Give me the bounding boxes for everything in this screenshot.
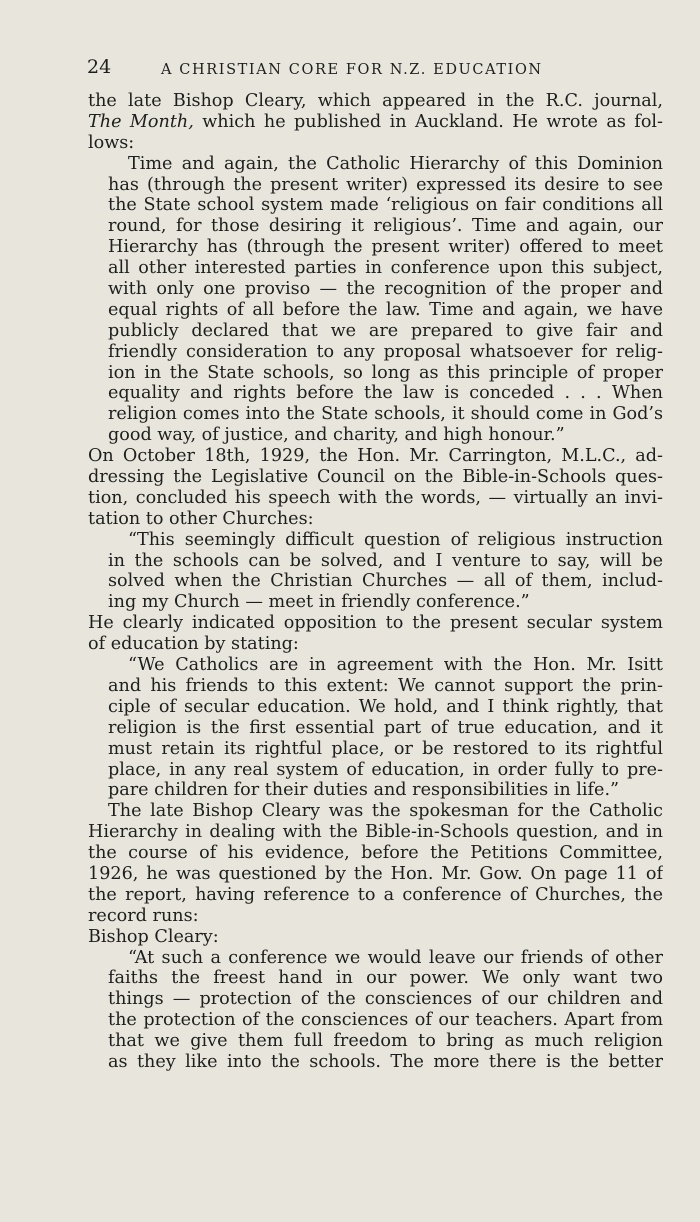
- text-line: [88, 112, 663, 133]
- text-line: He clearly indicated opposition to the present secular system: [88, 613, 663, 634]
- quotation-carrington: [88, 530, 663, 614]
- quote-line: equality and rights before the law is conceded . . . When: [108, 383, 663, 404]
- page-body: [88, 91, 663, 1073]
- quote-line: the State school system made ‘religious on fair conditions all: [108, 195, 663, 216]
- journal-title: The Month,: [88, 111, 194, 132]
- text-line: the late Bishop Cleary, which appeared in the R.C. journal,: [88, 91, 663, 111]
- speaker-label: Bishop Cleary:: [88, 926, 219, 947]
- quote-line: “We Catholics are in agreement with the Hon. Mr. Isitt: [128, 655, 663, 676]
- quote-line: ing my Church — meet in friendly conference.”: [108, 592, 530, 613]
- page-header: [87, 55, 662, 81]
- quotation-catholics-agreement: [88, 655, 663, 801]
- quote-line: as they like into the schools. The more there is the better: [108, 1051, 663, 1072]
- paragraph-secular-opposition: [88, 613, 663, 655]
- quote-line: and his friends to this extent: We cannot support the prin-: [108, 675, 663, 696]
- text-line: of education by stating:: [88, 634, 299, 655]
- quote-line: pare children for their duties and responsibilities in life.”: [108, 780, 620, 801]
- quote-line: ion in the State schools, so long as this principle of proper: [108, 362, 663, 383]
- text-line: The late Bishop Cleary was the spokesman for the Catholic: [108, 801, 663, 822]
- quote-line: that we give them full freedom to bring as much religion: [108, 1031, 663, 1052]
- quote-line: faiths the freest hand in our power. We only want two: [108, 968, 663, 989]
- quote-line: “This seemingly difficult question of religious instruction: [128, 529, 663, 550]
- quote-line: all other interested parties in conference upon this subject,: [108, 258, 663, 279]
- quote-line: must retain its rightful place, or be restored to its rightful: [108, 738, 663, 759]
- quotation-conference: [88, 948, 663, 1073]
- quote-line: Time and again, the Catholic Hierarchy of this Dominion: [128, 153, 663, 174]
- text-line: tion, concluded his speech with the words, — virtually an invi-: [88, 487, 663, 508]
- quote-line: in the schools can be solved, and I venture to say, will be: [108, 550, 663, 571]
- text-line: the report, having reference to a conference of Churches, the: [88, 884, 663, 905]
- quote-line: solved when the Christian Churches — all of them, includ-: [108, 571, 663, 592]
- paragraph-petitions-committee: [88, 801, 663, 926]
- quote-line: “At such a conference we would leave our friends of other: [128, 947, 663, 968]
- text-line: lows:: [88, 132, 135, 153]
- quote-line: good way, of justice, and charity, and high honour.”: [108, 425, 565, 446]
- quote-line: the protection of the consciences of our teachers. Apart from: [108, 1010, 663, 1031]
- text-line: tation to other Churches:: [88, 508, 314, 529]
- quote-line: things — protection of the consciences of our children and: [108, 989, 663, 1010]
- quote-line: religion comes into the State schools, it should come in God’s: [108, 404, 663, 425]
- quote-line: round, for those desiring it religious’. Time and again, our: [108, 216, 663, 237]
- quote-line: publicly declared that we are prepared to give fair and: [108, 320, 663, 341]
- quote-line: friendly consideration to any proposal whatsoever for relig-: [108, 341, 663, 362]
- quote-line: equal rights of all before the law. Time and again, we have: [108, 299, 663, 320]
- quote-line: has (through the present writer) expressed its desire to see: [108, 174, 663, 195]
- text-line-continuation: which he published in Auckland. He wrote as fol-: [193, 111, 663, 132]
- quote-line: religion is the first essential part of true education, and it: [108, 717, 663, 738]
- text-line: record runs:: [88, 905, 199, 926]
- text-line: Hierarchy in dealing with the Bible-in-Schools question, and in: [88, 822, 663, 843]
- quote-line: Hierarchy has (through the present writer) offered to meet: [108, 237, 663, 258]
- quote-line: ciple of secular education. We hold, and I think rightly, that: [108, 696, 663, 717]
- page-number: 24: [87, 56, 112, 78]
- text-line: 1926, he was questioned by the Hon. Mr. Gow. On page 11 of: [88, 863, 663, 884]
- running-title: A CHRISTIAN CORE FOR N.Z. EDUCATION: [161, 62, 543, 78]
- paragraph-carrington: [88, 446, 663, 530]
- text-line: the course of his evidence, before the Petitions Committee,: [88, 843, 663, 864]
- quote-line: with only one proviso — the recognition of the proper and: [108, 279, 663, 300]
- text-line: On October 18th, 1929, the Hon. Mr. Carrington, M.L.C., ad-: [88, 446, 663, 467]
- text-line: dressing the Legislative Council on the Bible-in-Schools ques-: [88, 467, 663, 488]
- quote-line: place, in any real system of education, in order fully to pre-: [108, 759, 663, 780]
- quotation-bishop-cleary-month: [88, 154, 663, 446]
